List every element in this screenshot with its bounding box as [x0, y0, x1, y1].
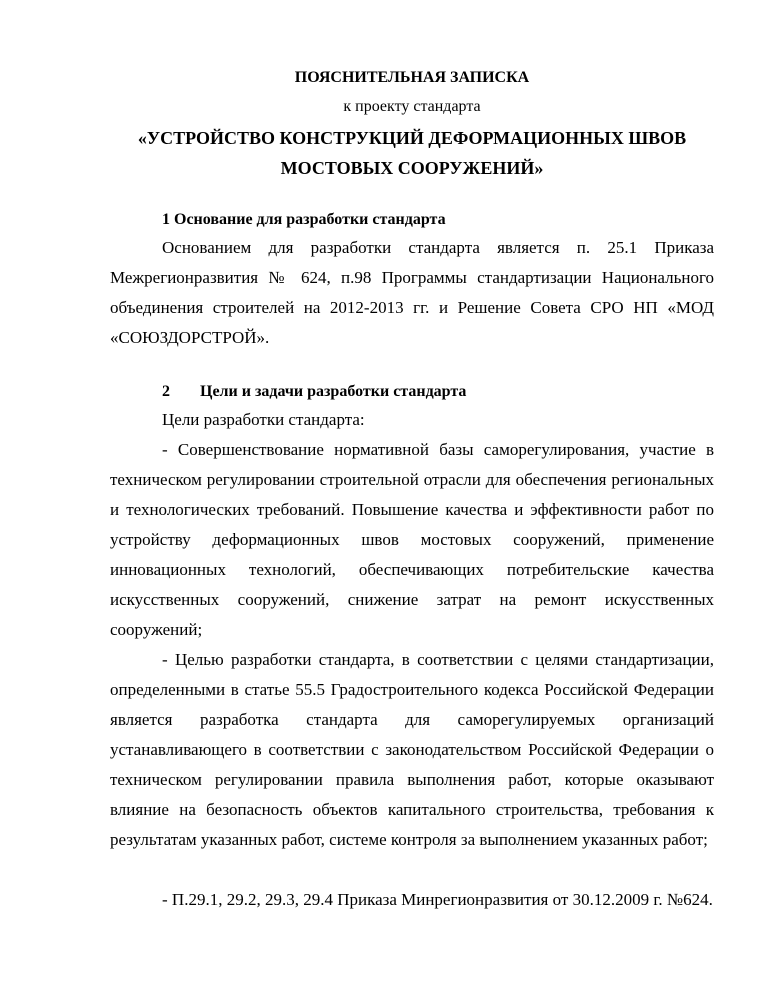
- section2-heading: [162, 382, 466, 402]
- standard-name: [110, 123, 714, 183]
- document-subtitle: к проекту стандарта: [343, 98, 481, 115]
- standard-name-line1: «УСТРОЙСТВО КОНСТРУКЦИЙ ДЕФОРМАЦИОННЫХ ШВОВ: [137, 128, 687, 148]
- document-title: ПОЯСНИТЕЛЬНАЯ ЗАПИСКА: [294, 69, 530, 86]
- section1-text: Основанием для разработки стандарта является п. 25.1 Приказа Межрегионразвития № 624, п.98 Программы стандартизации Национального объединения строителей на 2012-2013 гг. и Решение Совета СРО НП «МОД «СОЮЗДОРСТРОЙ».: [110, 238, 714, 347]
- section2-item1: - Совершенствование нормативной базы саморегулирования, участие в техническом регулировании строительной отрасли для обеспечения региональных и технологических требований. Повышение качества и эффективности работ по устройству деформационных швов мостовых сооружений, применение инновационных технологий, обеспечивающих потребительские качества искусственных сооружений, снижение затрат на ремонт искусственных сооружений;: [110, 440, 714, 639]
- section2-item3: - П.29.1, 29.2, 29.3, 29.4 Приказа Минрегионразвития от 30.12.2009 г. №624.: [162, 890, 713, 909]
- section1-heading: 1 Основание для разработки стандарта: [162, 211, 446, 228]
- standard-name-line2: МОСТОВЫХ СООРУЖЕНИЙ»: [280, 158, 544, 178]
- section2-heading-text: Цели и задачи разработки стандарта: [200, 383, 467, 400]
- section2-number: 2: [162, 383, 170, 400]
- section2-item2: - Целью разработки стандарта, в соответствии с целями стандартизации, определенными в статье 55.5 Градостроительного кодекса Российской Федерации является разработка стандарта для саморегулируемых организаций устанавливающего в соответствии с законодательством Российской Федерации о техническом регулировании правила выполнения работ, которые оказывают влияние на безопасность объектов капитального строительства, требования к результатам указанных работ, системе контроля за выполнением указанных работ;: [110, 650, 714, 849]
- section2-intro: Цели разработки стандарта:: [162, 410, 365, 429]
